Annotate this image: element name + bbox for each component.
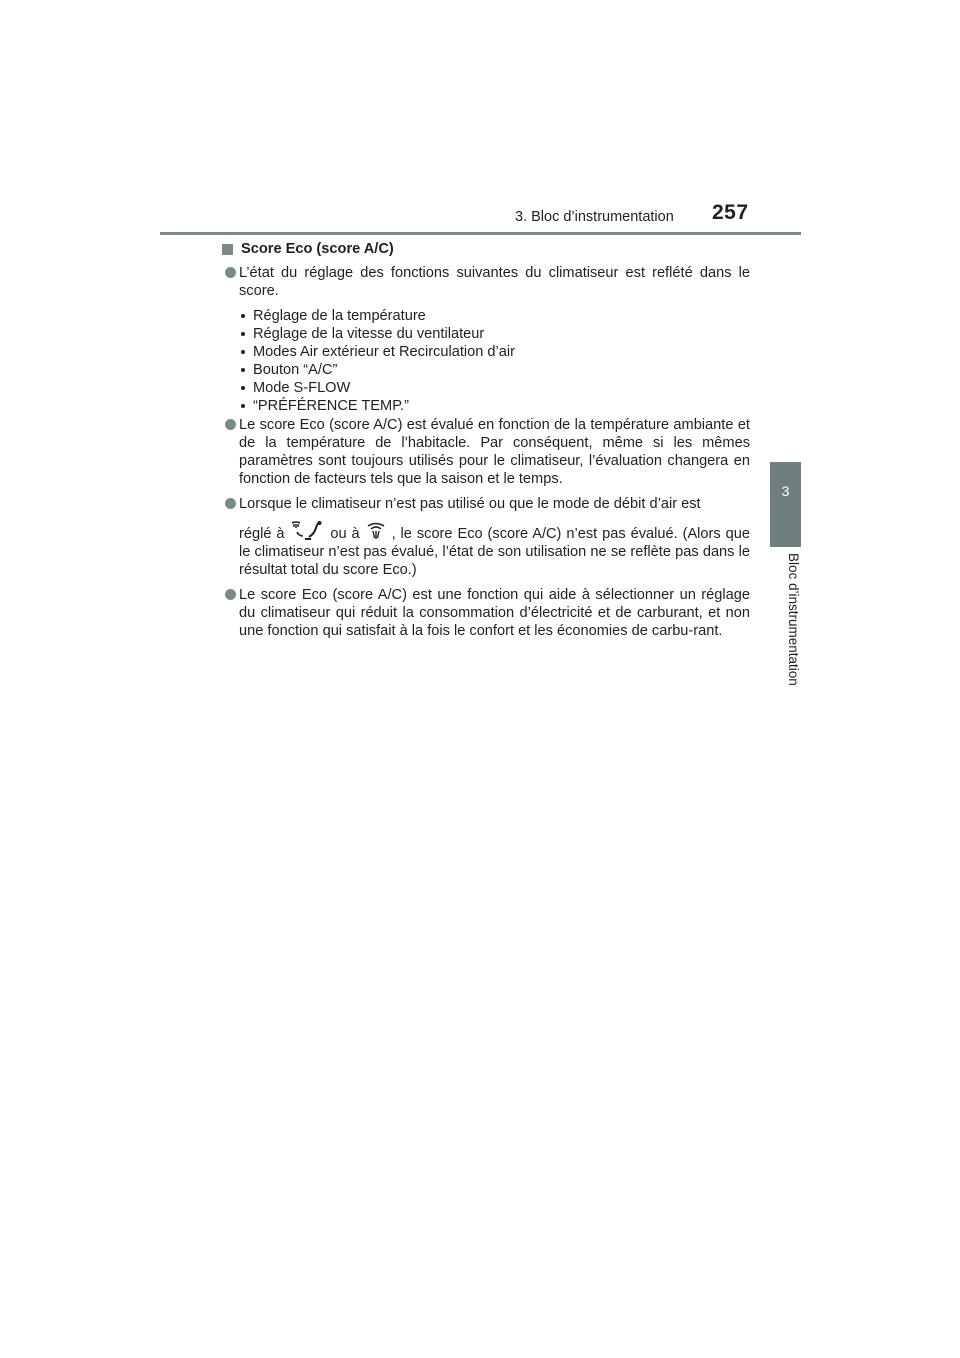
- list-dot-icon: [241, 332, 245, 336]
- bullet-text-part4: , le score Eco (score A/C) n’est pas évalué. (Alors que le climatiseur n’est pas évalué, l’état de son utilisation ne se reflète pas dans le résultat total du score Eco.): [239, 526, 750, 578]
- list-item: [239, 397, 750, 415]
- list-item-text: Bouton “A/C”: [253, 362, 338, 378]
- windshield-defroster-icon: [365, 520, 387, 542]
- bullet-text: Le score Eco (score A/C) est une fonction qui aide à sélectionner un réglage du climatiseur qui réduit la consommation d’électricité et de carburant, et non une fonction qui satisfait à la fois le confort et les économies de carbu-rant.: [239, 587, 750, 639]
- list-dot-icon: [241, 350, 245, 354]
- list-item-text: Réglage de la température: [253, 308, 426, 324]
- list-item-text: Réglage de la vitesse du ventilateur: [253, 326, 485, 342]
- bullet-dot-icon: [225, 498, 236, 509]
- list-item: [239, 325, 750, 343]
- bullet-text: Le score Eco (score A/C) est évalué en fonction de la température ambiante et de la température de l’habitacle. Par conséquent, même si les mêmes paramètres sont toujours utilisés pour le climatiseur, l’évaluation changera en fonction de facteurs tels que la saison et le temps.: [239, 417, 750, 487]
- list-dot-icon: [241, 386, 245, 390]
- list-dot-icon: [241, 314, 245, 318]
- bullet-text: L’état du réglage des fonctions suivantes du climatiseur est reflété dans le score.: [239, 265, 750, 299]
- section-title: Score Eco (score A/C): [241, 241, 394, 257]
- list-item-text: Mode S-FLOW: [253, 380, 351, 396]
- section-heading: [222, 240, 750, 258]
- bullet-dot-icon: [225, 589, 236, 600]
- list-dot-icon: [241, 404, 245, 408]
- side-tab-label: Bloc d’instrumentation: [786, 553, 801, 686]
- bullet-item: [222, 416, 750, 488]
- list-item: [239, 307, 750, 325]
- bullet-dot-icon: [225, 267, 236, 278]
- list-item-text: Modes Air extérieur et Recirculation d’air: [253, 344, 515, 360]
- list-item: [239, 343, 750, 361]
- side-tab: [770, 462, 801, 547]
- list-item: [239, 379, 750, 397]
- square-marker-icon: [222, 244, 233, 255]
- bullet-text-part3: ou à: [330, 526, 360, 542]
- side-tab-number: 3: [781, 483, 790, 499]
- bullet-dot-icon: [225, 419, 236, 430]
- list-item: [239, 361, 750, 379]
- bullet-item: [222, 264, 750, 300]
- windshield-feet-airflow-icon: [289, 520, 325, 542]
- page-content: [222, 240, 750, 647]
- header-rule: [160, 232, 801, 235]
- bullet-item: [222, 495, 750, 579]
- settings-list: [239, 307, 750, 415]
- bullet-text-part2: réglé à: [239, 526, 285, 542]
- list-dot-icon: [241, 368, 245, 372]
- bullet-item: [222, 586, 750, 640]
- list-item-text: “PRÉFÉRENCE TEMP.”: [253, 398, 409, 414]
- page-number: 257: [712, 201, 749, 224]
- bullet-text-part1: Lorsque le climatiseur n’est pas utilisé ou que le mode de débit d’air est: [239, 496, 701, 512]
- header-section-title: 3. Bloc d’instrumentation: [515, 209, 674, 225]
